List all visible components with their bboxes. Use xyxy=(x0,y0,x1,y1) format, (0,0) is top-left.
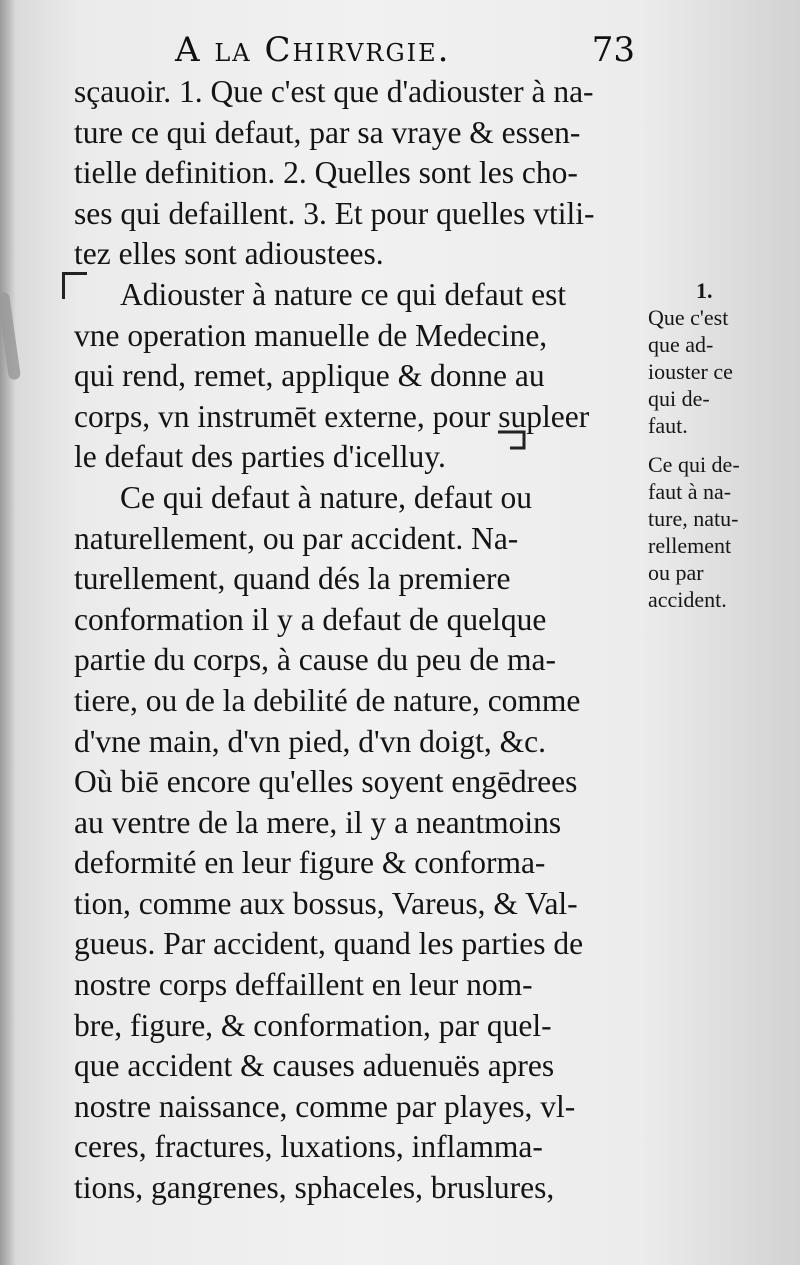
text-line: tions, gangrenes, sphaceles, bruslures, xyxy=(74,1170,555,1206)
page-number: 73 xyxy=(591,30,635,70)
text-line: tion, comme aux bossus, Vareus, & Val- xyxy=(74,885,578,921)
text-line: nostre corps deffaillent en leur nom- xyxy=(74,967,533,1003)
marginal-note-line: ou par xyxy=(648,560,704,585)
text-line: ceres, fractures, luxations, inflamma- xyxy=(74,1129,543,1165)
marginal-note-line: faut. xyxy=(648,413,688,438)
text-line: sçauoir. 1. Que c'est que d'adiouster à na- xyxy=(74,74,594,109)
text-line: vne operation manuelle de Medecine, xyxy=(74,317,548,353)
text-line: partie du corps, à cause du peu de ma- xyxy=(74,642,556,678)
marginal-note-line: faut à na- xyxy=(648,479,732,504)
marginal-note-line: que ad- xyxy=(648,332,714,357)
text-line: nostre naissance, comme par playes, vl- xyxy=(74,1088,576,1124)
text-line: Adiouster à nature ce qui defaut est xyxy=(120,276,567,312)
text-line: Où biē encore qu'elles soyent engēdrees xyxy=(74,764,578,800)
marginal-note-line: qui de- xyxy=(648,386,710,411)
text-line: tez elles sont adioustees. xyxy=(74,236,384,272)
marginal-note-line: iouster ce xyxy=(648,359,733,384)
text-line: d'vne main, d'vn pied, d'vn doigt, &c. xyxy=(74,723,546,759)
marginal-note-line: accident. xyxy=(648,587,727,612)
marginal-note-line: Ce qui de- xyxy=(648,452,740,477)
text-line: corps, vn instrumēt externe, pour supleer xyxy=(74,398,590,434)
marginal-note-line: rellement xyxy=(648,533,732,558)
text-line: tiere, ou de la debilité de nature, comme xyxy=(74,682,581,718)
text-line: turellement, quand dés la premiere xyxy=(74,561,511,597)
page-header xyxy=(165,22,635,68)
marginal-note-line: ture, natu- xyxy=(648,506,739,531)
running-head: A la Chirvrgie. xyxy=(175,30,451,70)
text-line: gueus. Par accident, quand les parties de xyxy=(74,926,584,962)
marginal-notes xyxy=(648,277,796,613)
text-line: conformation il y a defaut de quelque xyxy=(74,601,547,637)
ink-mark xyxy=(0,292,21,381)
text-line: Ce qui defaut à nature, defaut ou xyxy=(120,479,532,515)
text-line: le defaut des parties d'icelluy. xyxy=(74,439,446,475)
marginal-note-definition xyxy=(648,277,796,439)
text-line: deformité en leur figure & conforma- xyxy=(74,845,546,881)
text-line: au ventre de la mere, il y a neantmoins xyxy=(74,804,562,840)
marginal-note-line: Que c'est xyxy=(648,305,729,330)
main-text-block xyxy=(74,72,658,1209)
text-line: naturellement, ou par accident. Na- xyxy=(74,520,519,556)
text-line: ture ce qui defaut, par sa vraye & essen- xyxy=(74,114,581,150)
text-line: tielle definition. 2. Quelles sont les cho- xyxy=(74,155,578,191)
text-line: ses qui defaillent. 3. Et pour quelles vtili- xyxy=(74,195,595,231)
text-line: bre, figure, & conformation, par quel- xyxy=(74,1007,552,1043)
marginal-note-number: 1. xyxy=(696,278,713,303)
text-line: qui rend, remet, applique & donne au xyxy=(74,358,545,394)
marginal-note-accident xyxy=(648,451,796,613)
text-line: que accident & causes aduenuës apres xyxy=(74,1048,555,1084)
